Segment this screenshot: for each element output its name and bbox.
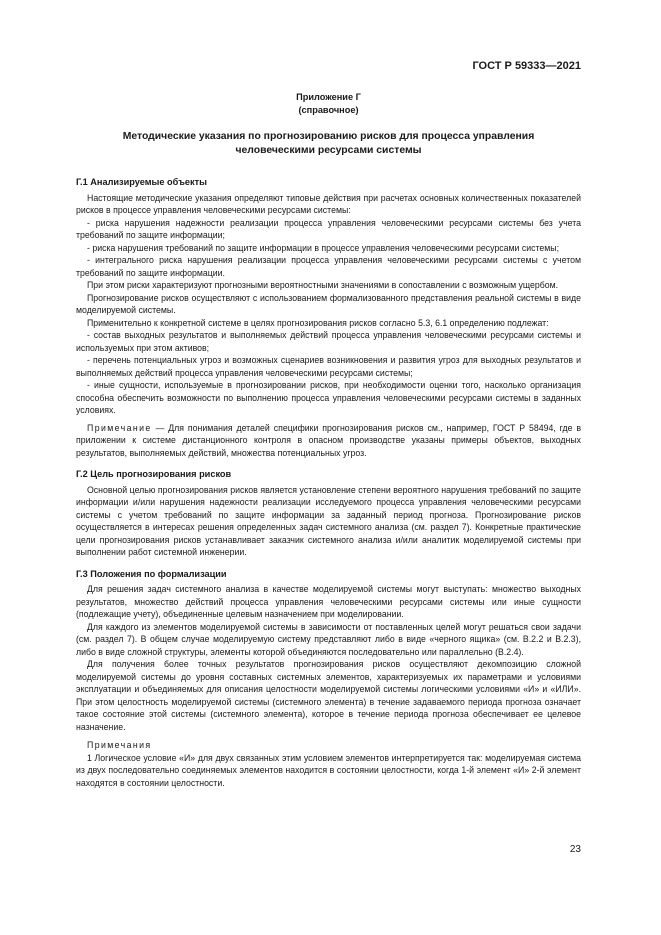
note-label: Примечание bbox=[87, 422, 152, 433]
paragraph: Для решения задач системного анализа в качестве моделируемой системы могут выступать: множество выходных результатов, множество действий процесса управления человеческими ресурсами системы или иные сущности (подлежащие учету), объединенные целевым назначением при моделировании. bbox=[76, 584, 581, 619]
notes-label: Примечания bbox=[87, 740, 152, 750]
page-number: 23 bbox=[569, 844, 581, 855]
note-text: — Для понимания деталей специфики прогнозирования рисков см., например, ГОСТ Р 58494, где в приложении к системе дистанционного контроля в опасном производстве указаны примеры объектов, выходных результатов, выполняемых действий, множества потенциальных угроз. bbox=[76, 422, 581, 458]
paragraph: Прогнозирование рисков осуществляют с использованием формализованного представления реальной системы в виде моделируемой системы. bbox=[76, 292, 581, 315]
section-heading-g1: Г.1 Анализируемые объекты bbox=[76, 177, 207, 187]
notes-heading bbox=[76, 739, 581, 752]
appendix-status: (справочное) bbox=[298, 104, 359, 115]
list-item: - риска нарушения надежности реализации процесса управления человеческими ресурсами системы без учета требований по защите информации; bbox=[76, 217, 581, 240]
appendix-label: Приложение Г bbox=[296, 92, 361, 102]
document-body bbox=[76, 91, 581, 789]
paragraph: Применительно к конкретной системе в целях прогнозирования рисков согласно 5.3, 6.1 определению подлежат: bbox=[87, 317, 549, 328]
list-item: - иные сущности, используемые в прогнозировании рисков, при необходимости оценки того, насколько организация способна обеспечить возможности по выполнению процесса управления человеческими ресурсами системы в заданных условиях. bbox=[76, 380, 581, 415]
paragraph: При этом риски характеризуют прогнозными вероятностными значениями в сопоставлении с возможным ущербом. bbox=[87, 280, 559, 290]
paragraph: Для получения более точных результатов прогнозирования рисков осуществляют декомпозицию сложной моделируемой системы до уровня составных системных элементов, характеризуемых их параметрами и условиями эксплуатации и объединяемых для описания целостности моделируемой системы логическими условиями «И» и «ИЛИ». При этом целостность моделируемой системы (системного элемента) в течение задаваемого периода прогноза означает такое состояние этой системы (системного элемента), которое в течение периода прогноза обеспечивает ее целевое назначение. bbox=[76, 659, 581, 732]
note-item: 1 Логическое условие «И» для двух связанных этим условием элементов интерпретируется так: моделируемая система из двух последовательно соединяемых элементов находится в состоянии целостности, когда 1-й элемент «И» 2-й элемент находятся в состоянии целостности. bbox=[76, 752, 581, 788]
section-heading-g3: Г.3 Положения по формализации bbox=[76, 568, 227, 579]
appendix-title-line1: Методические указания по прогнозированию рисков для процесса управления bbox=[122, 131, 535, 142]
list-item: - риска нарушения требований по защите информации в процессе управления человеческими ресурсами системы; bbox=[87, 242, 560, 253]
paragraph: Настоящие методические указания определяют типовые действия при расчетах основных количественных показателей рисков в процессе управления человеческими ресурсами системы: bbox=[76, 192, 581, 215]
note bbox=[76, 422, 581, 460]
paragraph: Основной целью прогнозирования рисков является установление степени вероятного нарушения требований по защите информации и/или нарушения надежности реализации исследуемого процесса управления человеческими ресурсами системы с учетом требований по защите информации за заданный период прогноза. Прогнозирование рисков осуществляется в интересах решения определенных задач системного анализа (см. раздел 7). Конкретные практические цели прогнозирования рисков устанавливает заказчик системного анализа и/или аналитик моделируемой системы при выполнении работ системной инженерии. bbox=[76, 484, 581, 557]
paragraph: Для каждого из элементов моделируемой системы в зависимости от поставленных целей могут решаться свои задачи (см. раздел 7). В общем случае моделируемую систему представляют либо в виде «черного ящика» (см. В.2.2 и В.2.3), либо в виде сложной структуры, элементы которой объединяются последовательно или параллельно (В.2.4). bbox=[76, 621, 581, 657]
appendix-title bbox=[76, 130, 581, 158]
appendix-title-line2: человеческими ресурсами системы bbox=[235, 145, 422, 156]
section-heading-g2: Г.2 Цель прогнозирования рисков bbox=[76, 469, 232, 479]
standard-code: ГОСТ Р 59333—2021 bbox=[472, 60, 581, 72]
list-item: - интегрального риска нарушения реализации процесса управления человеческими ресурсами системы с учетом требований по защите информации. bbox=[76, 255, 581, 278]
list-item: - перечень потенциальных угроз и возможных сценариев возникновения и развития угроз для выходных результатов и выполняемых действий процесса управления человеческими ресурсами системы; bbox=[76, 355, 581, 378]
list-item: - состав выходных результатов и выполняемых действий процесса управления человеческими ресурсами системы и используемых при этом активов; bbox=[76, 330, 581, 353]
